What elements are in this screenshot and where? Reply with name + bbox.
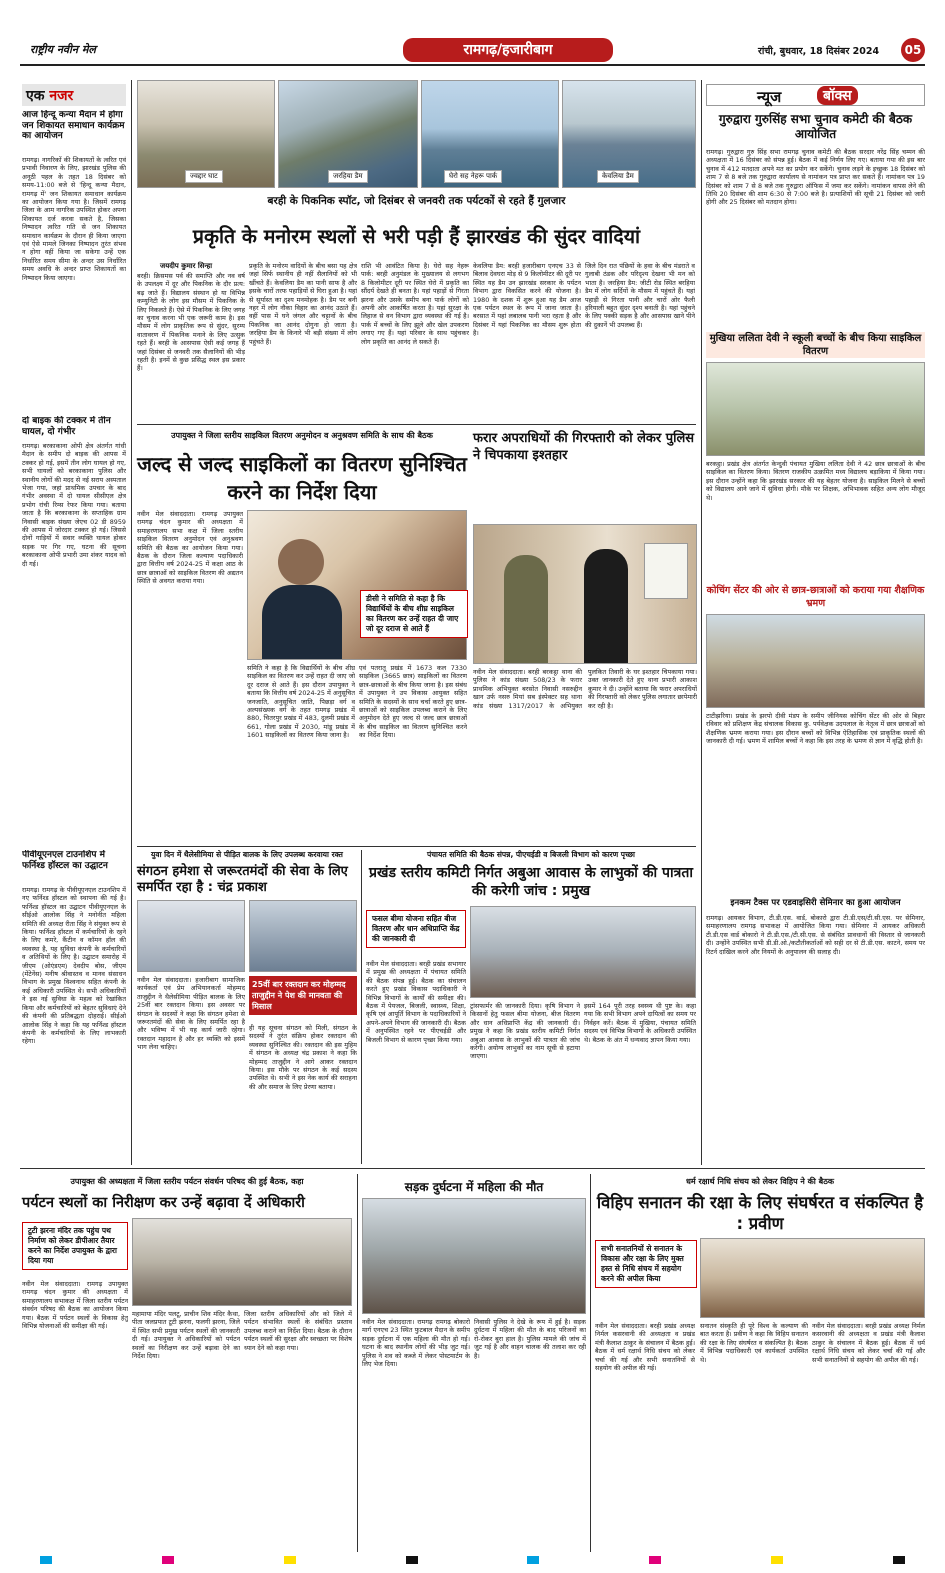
police-body: नवीन मेल संवाददाता। बरही बरकट्ठा थाना की पुलिस ने कांड संख्या 508/23 के फरार प्राथमिक अभियुक्त बरसोत निवासी नसरुद्दीन खान उर्फ नसरु मियां सब इंस्पेक्टर सह थाना कांड संख्या 1317/2017 के अभियुक्त पुलकित तिवारी के घर इश्तहार चिपकाया गया। उक्त जानकारी देते हुए थाना प्रभारी आकाश कुमार ने दी। उन्होंने बताया कि फरार अपराधियों की गिरफ्तारी को लेकर पुलिस लगातार छापेमारी कर रही है। [473,668,697,710]
cycle-headline: जल्द से जल्द साइकिलों का वितरण सुनिश्चित करने का निर्देश दिया [137,452,467,504]
vhp-kicker: धर्म रक्षार्थ निधि संचय को लेकर विहिप ने की बैठक [685,1177,835,1186]
photo-blood-donor [249,900,357,972]
cycle-kicker: उपायुक्त ने जिला स्तरीय साइकिल वितरण अनुमोदन व अनुश्रवण समिति के साथ की बैठक [171,431,433,440]
column-rule [361,850,362,1164]
blood-col-2: ही यह सूचना संगठन को मिली, संगठन के सदस्यों ने तुरंत संक्रिय होकर रक्तदान की व्यवस्था सुनिश्चित की। रक्तदान की इस मुहिम में संगठन के अध्यक्ष चंद्र प्रकाश ने कहा कि मोहम्मद ताजुद्दीन ने आगे आकर रक्तदान किया। इस मौके पर संगठन के कई सदस्य उपस्थित थे। सभी ने इस नेक कार्य की सराहना की और समाज के लिए प्रेरणा बताया। [249,1024,357,1091]
story-headline: पीवीयूएनएल टाउनशिप में फर्निश्ड हॉस्टल का उद्घाटन [22,850,108,871]
panchayat-kicker: पंचायत समिति की बैठक संपन्न, पीएचईडी व बिजली विभाग को कारण पृच्छा [427,850,635,859]
feature-col-5: जिले दिन रात पंछियों के हवा के बीच मंडराते व गुलाबी ठंडक और परिदृश्य देखना भी मन को भाता है। जरहिया डैम: जीटी रोड स्थित बरहिया डैम में लोग सर्दियों के मौसम में पहुंचते हैं। यहां पहाड़ी से गिरता पानी और चारों ओर फैली हरियाली बहुत सुंदर दृश्य बनाती है। यहां पहुंचने के लिए पक्की सड़क है और आसपास खाने पीने की दुकानें भी उपलब्ध हैं। [585,262,695,329]
section-banner [403,38,613,62]
vhp-col-1: नवीन मेल संवाददाता। बरही प्रखंड अध्यक्ष निर्मल कसरवानी की अध्यक्षता व प्रखंड मंत्री कैलाश ठाकुर के संचालन में बैठक हुई। बैठक में धर्म रक्षार्थ निधि संचय को लेकर चर्चा की गई और सभी सनातनियों से सहयोग की अपील की गई। [595,1322,695,1373]
cycle-col-2: समिति ने कहा है कि विद्यार्थियों के बीच शीघ्र साइकिल का वितरण कर उन्हें राहत दी जाए जो दूर दराज से आते हैं। इस दौरान उपायुक्त ने बताया कि वित्तीय वर्ष 2024-25 में अनुसूचित जनजाति, अनुसूचित जाति, पिछड़ा वर्ग व अल्पसंख्यक वर्ग के तहत रामगढ़ प्रखंड में 880, चितरपुर प्रखंड में 483, दुलमी प्रखंड में 661, गोला प्रखंड में 2030, मांडू प्रखंड में 1601 साइकिलों का वितरण किया जाना है। [247,664,355,740]
cycle-col-1: नवीन मेल संवाददाता। रामगढ़ उपायुक्त रामगढ़ चंदन कुमार की अध्यक्षता में समाहरणालय सभा कक्ष में जिला स्तरीय साइकिल वितरण अनुमोदन एवं अनुश्रवण समिति की बैठक का आयोजन किया गया। बैठक के दौरान जिला कल्याण पदाधिकारी द्वारा वित्तीय वर्ष 2024-25 में कक्षा आठ के छात्र छात्राओं को साइकिल वितरण की अद्यतन स्थिति से अवगत कराया गया। [137,510,243,586]
feature-col-2: प्रकृति के मनोरम वादियों के बीच बसा यह क्षेत्र जहां सिर्फ स्थानीय ही नहीं सैलानियों को भी खींचते हैं। केवलिया डैम का पानी साफ है और इसके चारों तरफ पहाड़ियों से घिरा हुआ है। यहां से सूर्यास्त का दृश्य मनमोहक है। डैम पर बनी नहर में लोग नौका विहार का आनंद उठाते हैं। वहीं पास में घने जंगल और चट्टानों के बीच पिकनिक का आनंद दोगुना हो जाता है। जरहिया डैम के किनारे भी बड़ी संख्या में लोग पहुंचते हैं। [249,262,357,346]
photo-vhp-meeting [700,1238,925,1318]
feature-headline: प्रकृति के मनोरम स्थलों से भरी पड़ी हैं झारखंड की सुंदर वादियां [192,225,641,248]
blood-col-1: नवीन मेल संवाददाता। हजारीबाग सामाजिक कार्यकर्ता एवं प्रेम अभियानकर्ता मोहम्मद ताजुद्दीन ने थैलेसीमिया पीड़ित बालक के लिए 25वीं बार रक्तदान किया। इस अवसर पर संगठन के सदस्यों ने कहा कि संगठन हमेशा से जरूरतमंदों की सेवा के लिए समर्पित रहा है और भविष्य में भी यह कार्य जारी रहेगा। रक्तदान महादान है और हर व्यक्ति को इसमें भाग लेना चाहिए। [137,976,245,1052]
color-swatch [40,1556,52,1564]
story-headline: दो बाइक की टक्कर में तीन घायल, दो गंभीर [22,416,111,437]
photo-cycle-distribution [706,362,925,456]
color-swatch [527,1556,539,1564]
photo-caption: घेरो सह नेहरू पार्क [444,170,502,183]
accident-col-2: निवासी पुलिस ने देखे के रूप में हुई है। सड़क दुर्घटना में महिला की मौत के बाद परिजनों का रो-रोकर बुरा हाल है। पुलिस मामले की जांच में जुट गई है और वाहन चालक की तलाश कर रही है। [474,1318,586,1360]
vhp-col-2: सनातन संस्कृति ही पूरे विश्व के कल्याण की बात करता है। प्रवीण ने कहा कि विहिप सनातन की रक्षा के लिए संघर्षरत व संकल्पित है। बैठक में विभिन्न पदाधिकारी एवं कार्यकर्ता उपस्थित थे। [700,1322,808,1364]
ek-label: एक [26,88,50,104]
color-swatch [162,1556,174,1564]
feature-kicker: बरही के पिकनिक स्पॉट, जो दिसंबर से जनवरी तक पर्यटकों से रहते हैं गुलजार [267,195,566,207]
page-number: 05 [901,38,925,62]
panchayat-col-3: इसमें 164 पूरी तरह स्वस्थ्य थी पुष्ट के। कहा गया कि सभी विभाग अपने दायित्वों का समय पर निर्वहन करें। बैठक में मुखिया, पंचायत समिति सदस्य एवं विभिन्न विभागों के अधिकारी उपस्थित थे। बैठक के अंत में धन्यवाद ज्ञापन किया गया। [584,1002,696,1044]
left-column [22,84,126,1164]
accident-col-1: नवीन मेल संवाददाता। रामगढ़ रामगढ़ बोकारो मार्ग एनएच 23 स्थित फुटबाल मैदान के समीप सड़क दुर्घटना में एक महिला की मौत हो गई। घटना के बाद स्थानीय लोगों की भीड़ जुट गई। पुलिस ने शव को कब्जे में लेकर पोस्टमार्टम के लिए भेज दिया। [362,1318,470,1369]
nazar-label: नजर [49,88,74,104]
person-figure [278,539,324,585]
cycle-mukhiya-headline: मुखिया ललिता देवी ने स्कूली बच्चों के बीच किया साइकिल वितरण [706,332,925,358]
photo-blood-group [137,900,245,972]
column-rule [590,1174,591,1552]
photo-panchayat-meeting [470,906,696,998]
coaching-headline: कोचिंग सेंटर की ओर से छात्र-छात्राओं को कराया गया शैक्षणिक भ्रमण [706,585,925,609]
vhp-headline: विहिप सनातन की रक्षा के लिए संघर्षरत व संकल्पित है : प्रवीण [596,1193,924,1233]
panchayat-col-1: नवीन मेल संवाददाता। बरही प्रखंड सभागार में प्रमुख की अध्यक्षता में पंचायत समिति की बैठक संपन्न हुई। बैठक का संचालन करते हुए प्रखंड विकास पदाधिकारी ने विभिन्न विभागों के कार्यों की समीक्षा की। बैठक में पेयजल, बिजली, स्वास्थ्य, शिक्षा, कृषि एवं आपूर्ति विभाग के पदाधिकारियों ने अपने-अपने विभाग की जानकारी दी। बैठक में अनुपस्थित रहने पर पीएचईडी और बिजली विभाग से कारण पृच्छा किया गया। [366,960,466,1044]
tourism-col-2: महामाया मंदिर पलटू, प्राचीन शिव मंदिर कैथा, पीता जलप्रपात टूटी झरना, फलगी झरना, जिले में स्थित सभी प्रमुख पर्यटन स्थलों की जानकारी दी गई। उपायुक्त ने अधिकारियों को पर्यटन स्थलों का निरीक्षण कर उन्हें बढ़ावा देने का निर्देश दिया। [132,1310,240,1361]
photo-coaching-trip [706,614,925,708]
income-tax-headline: इनकम टैक्स पर एडवाइसिरी सेमिनार का हुआ आयोजन [730,898,901,908]
person-figure [262,585,342,660]
blood-badge: 25वीं बार रक्तदान कर मोहम्मद ताजुद्दीन ने पेश की मानवता की मिसाल [249,976,357,1015]
color-swatch [771,1556,783,1564]
blood-headline: संगठन हमेशा से जरूरतमंदों की सेवा के लिए समर्पित रहा है : चंद्र प्रकाश [137,864,348,895]
color-swatch [284,1556,296,1564]
row-rule [137,846,696,847]
column-rule [701,80,702,1165]
gurudwara-headline: गुरुद्वारा गुरुसिंह सभा चुनाव कमेटी की बैठक आयोजित [718,112,913,141]
row-rule [20,1168,925,1169]
paper-name: राष्ट्रीय नवीन मेल [30,43,96,56]
masthead [20,36,925,66]
police-figure [584,549,628,664]
police-figure [504,555,548,664]
feature-col-3: राशि भी आवंटित किया है। घेरो सह नेहरू पार्क: बरही अनुमंडल के मुख्यालय से लगभग 8 किलोमीटर दूरी पर स्थित घेरो में प्रकृति का सौंदर्य देखते ही बनता है। यहां पहाड़ों से गिरता झरना और उसके समीप बना पार्क लोगों को अपनी ओर आकर्षित करता है। यहां सुरक्षा के लिहाज से वन विभाग द्वारा व्यवस्था की गई है। पार्क में बच्चों के लिए झूले और खेल उपकरण लगाए गए हैं। यहां परिवार के साथ पहुंचकर लोग प्रकृति का आनंद ले सकते हैं। [361,262,469,346]
accident-headline: सड़क दुर्घटना में महिला की मौत [404,1180,544,1194]
gurudwara-body: रामगढ़। गुरुद्वारा गुरु सिंह सभा रामगढ़ चुनाव कमेटी की बैठक सरदार नरेंद्र सिंह चम्मन की अध्यक्षता में 16 दिसंबर को संपन्न हुई। बैठक में कई निर्णय लिए गए। बताया गया की इस बार चुनाव में 412 मतदाता अपने मत का प्रयोग कर सकेंगे। चुनाव लड़ने के इच्छुक 18 दिसंबर को शाम 7 से 8 बजे तक गुरुद्वारा कार्यालय से नामांकन पत्र प्राप्त कर सकते हैं। नामांकन पत्र 19 दिसंबर को शाम 7 से 8 बजे तक गुरुद्वारा ऑफिस में जमा कर सकेंगे। नामांकन वापस लेने की तिथि 20 दिसंबर की शाम 6:30 से 7:00 बजे है। प्रत्याशियों की सूची 21 दिसंबर को जारी होगी और 25 दिसंबर को मतदान होगा। [706,148,925,207]
coaching-body: टाटीझरिया। प्रखंड के झरपो दीवी मंडप के समीप जीनियस कोचिंग सेंटर की ओर से बिहार रविवार को प्रशिक्षण केंद्र संचालक विकास कु. पर्यवेक्षक उदयलाल के नेतृत्व में छात्र छात्राओं को शैक्षणिक भ्रमण कराया गया। इस दौरान बच्चों को विभिन्न ऐतिहासिक एवं प्राकृतिक स्थलों की जानकारी दी गई। भ्रमण में शामिल बच्चों ने कहा कि इस तरह के भ्रमण से ज्ञान में वृद्धि होती है। [706,712,925,746]
column-rule [357,1174,358,1552]
color-swatch [406,1556,418,1564]
column-rule [131,80,132,1165]
registration-bar [40,1556,905,1564]
tourism-col-1: नवीन मेल संवाददाता। रामगढ़ उपायुक्त रामगढ़ चंदन कुमार की अध्यक्षता में समाहरणालय सभाकक्ष में जिला स्तरीय पर्यटन संवर्धन परिषद की बैठक का आयोजन किया गया। बैठक में पर्यटन स्थलों के विकास हेतु विभिन्न योजनाओं की समीक्षा की गई। [22,1280,128,1331]
section-title: रामगढ़/हजारीबाग [463,42,553,58]
tourism-headline: पर्यटन स्थलों का निरीक्षण कर उन्हें बढ़ावा दें अधिकारी [22,1195,305,1211]
story-body: रामगढ़। रामगढ़ के पीवीयूएनएल टाउनशिप में नए फर्निश्ड हॉस्टल को स्थापना की गई है। फर्निश्ड हॉस्टल का उद्घाटन पीवीयूएनएल के सीईओ आलोक सिंह ने मनोनीत महिला समिति की अध्यक्ष रीता सिंह ने संयुक्त रूप से किया। फर्निश्ड हॉस्टल में कर्मचारियों के रहने के लिए कमरे, कैंटीन व कॉमन हॉल की व्यवस्था है, यह सुविधा कंपनी के कर्मचारियों व अतिथियों के लिए है। उद्घाटन समारोह में जीएम (ओएंडएम) देवदीप बोस, जीएम (मेंटेनेंस) मनीष श्रीवास्तव व मानव संसाधन विभाग के प्रमुख विश्वनाथ सहित कंपनी के कई अधिकारी उपस्थित थे। सभी अधिकारियों ने इस नई सुविधा के महत्व को रेखांकित किया और कर्मचारियों को बेहतर सुविधाएं देने की कंपनी की प्रतिबद्धता दोहराई। सीईओ आलोक सिंह ने कहा कि यह फर्निश्ड हॉस्टल कंपनी के कर्मचारियों के लिए लाभकारी रहेगा। [22,886,126,1046]
story-body: रामगढ़। बरकाकाना ओपी क्षेत्र अंतर्गत गांधी मैदान के समीप दो बाइक की आपस में टक्कर हो गई, इसमें तीन लोग घायल हो गए, सभी घायलों को बरकाकाना पुलिस और स्थानीय लोगों की मदद से नई सराय अस्पताल भेजा गया, जहां प्राथमिक उपचार के बाद गंभीर अवस्था में दो घायल सीसीएल क्षेत्र प्रभोग रांची रिम्स रेफर किया गया। बताया जाता है कि बरकाकाना के सप्ताहिक ग्राम निवासी बाइक संख्या जेएच 02 डी 8959 की आपस में जोरदार टक्कर हो गई। जिससे दोनों गाड़ियों में सवार व्यक्ति घायल होकर सड़क पर गिर गए, घटना की सूचना बरकाकाना ओपी प्रभारी उमा शंकर यादव को दी गई। [22,442,126,568]
story-headline: आज हिन्दू कन्या मैदान में होगा जन शिकायत समाधान कार्यक्रम का आयोजन [22,110,125,141]
photo-caption: ज्वद्दार घाट [185,170,223,183]
poster-paper [644,543,688,599]
story-body: रामगढ़। नागरिकों की शिकायतों के त्वरित एवं प्रभावी निवारण के लिए, झारखंड पुलिस की अनूठी पहल के तहत 18 दिसंबर को समय-11:00 बजे से 'हिन्दू कन्या मैदान, रामगढ़ में' जन शिकायत समाधान कार्यक्रम का आयोजन किया गया है। जिसमें रामगढ़ जिला के आम नागरिक उपस्थित होकर अपना शिकायत दर्ज करवा सकते है, जिसका निष्पादन त्वरित गति से जन शिकायत समाधान कार्यक्रम के दौरान ही किया जाएगा एवं ऐसे मामले जिनका निष्पादन तुरंत संभव न होगा वहीं किया जा सकेगा उन्हें एक निर्धारित समय सीमा के अन्दर उस निर्धारित समय अवधि के अन्दर प्राप्त शिकायतों का निष्पादन किया जाएगा। [22,156,126,282]
photo-accident-crowd [362,1198,586,1314]
feature-col-4: केवलिया डैम: बरही हजारीबाग एनएच 33 से बिलाव देवघरा मोड़ से 9 किलोमीटर की दूरी पर स्थित यह डैम उन झारखंड सरकार के पर्यटन विभाग द्वारा विकसित करने की योजना है। 1980 के दशक में शुरू हुआ यह डैम आज एक पर्यटन स्थल के रूप में जाना जाता है। बरसात में यहां लबालब पानी भरा रहता है और दिसंबर में यहां पिकनिक का मौसम शुरू होता है। [473,262,581,338]
panchayat-col-2: ट्रांसफार्मर की जानकारी दिया। कृषि विभाग ने किसानों हेतु फसल बीमा योजना, बीज वितरण और धान अधिप्राप्ति केंद्र की जानकारी दी। प्रमुख ने कहा कि प्रखंड स्तरीय कमिटी निर्गत अबुआ आवास के लाभुकों की पात्रता की जांच करेगी। अयोग्य लाभुकों का नाम सूची से हटाया जाएगा। [470,1002,580,1061]
income-tax-body: रामगढ़। आयकर विभाग, टी.डी.एस. वार्ड, बोकारो द्वारा टी.डी.एस/टी.सी.एस. पर सेमिनार, समाहरणालय रामगढ़ सभाकक्ष में आयोजित किया गया। सेमिनार में आयकर अधिकारी टी.डी.एस वार्ड बोकारो ने टी.डी.एस./टी.सी.एस. से संबंधित प्रावधानों की विस्तार से जानकारी दी। उन्होंने उपस्थित सभी डी.डी.ओ./कटौतीकर्ताओं को सही दर से टी.डी.एस. काटने, समय पर रिटर्न दाखिल करने और नियमों के अनुपालन की सलाह दी। [706,914,925,956]
cycle-col-3: एवं पतरातू प्रखंड में 1673 कल 7330 साइकिल (3665 छात्र) साइकिलों का वितरण छात्र-छात्राओं के बीच किया जाना है। इस संबंध में उपायुक्त ने उप विकास आयुक्त सहित समिति के सदस्यों के साथ चर्चा करते हुए छात्र-छात्राओं को साइकिल उपलब्ध कराने के लिए अनुमोदन देते हुए जल्द से जल्द छात्र छात्राओं के बीच साइकिल का वितरण सुनिश्चित करने का निर्देश दिया। [359,664,467,740]
row-rule [137,424,696,425]
news-box-header [706,84,925,106]
panchayat-headline: प्रखंड स्तरीय कमिटी निर्गत अबुआ आवास के लाभुकों की पात्रता की करेगी जांच : प्रमुख [369,865,693,899]
color-swatch [893,1556,905,1564]
photo-caption: केवलिया डैम [597,170,639,183]
cycle-mukhiya-body: बरकट्ठा। प्रखंड क्षेत्र अंतर्गत केन्दुवी पंचायत मुखिया ललिता देवी ने 42 छात्र छात्राओं के बीच साइकिल का वितरण किया। वितरण राजकीय उत्क्रमित मध्य विद्यालय बड़ाकिया में किया गया। इस दौरान उन्होंने कहा कि झारखंड सरकार की यह बेहतर योजना है। साइकिल मिलने से बच्चों को विद्यालय आने जाने में सुविधा होगी। मौके पर शिक्षक, अभिभावक सहित अन्य लोग मौजूद थे। [706,460,925,502]
tourism-col-3: जिला स्तरीय अधिकारियों और को जिले में पर्यटन संभावित स्थलों के संबंधित प्रस्ताव उपलब्ध कराने का निर्देश दिया। बैठक के दौरान पर्यटन स्थलों की सुरक्षा और स्वच्छता पर विशेष ध्यान देने को कहा गया। [244,1310,352,1352]
color-swatch [649,1556,661,1564]
photo-tourism-meeting [132,1218,352,1306]
panchayat-note: फसल बीमा योजना सहित बीज वितरण और धान अधिप्राप्ति केंद्र की जानकारी दी [366,910,466,948]
tourism-note: टुटी झरना मंदिर तक पहुंच पथ निर्माण को लेकर डीपीआर तैयार करने का निर्देश उपायुक्त के द्वारा दिया गया [22,1222,128,1270]
news-label: न्यूज [757,88,782,106]
feature-byline: जयदीप कुमार सिन्हा [160,262,213,270]
vhp-note: सभी सनातनियों से सनातन के विकास और रक्षा के लिए मुक्त हस्त से निधि संचय में सहयोग करने की अपील किया [595,1240,697,1288]
tourism-kicker: उपायुक्त की अध्यक्षता में जिला स्तरीय पर्यटन संवर्धन परिषद की हुई बैठक, कहा [70,1177,304,1186]
box-label: बॉक्स [817,86,858,105]
police-headline: फरार अपराधियों की गिरफ्तारी को लेकर पुलिस ने चिपकाया इश्तहार [473,431,695,463]
ek-nazar-header [22,84,126,106]
feature-col-1: बरही। क्रिसमस पर्व की समाप्ति और नव वर्ष के उपलक्ष्य में दूर और पिकनिक के दौर प्रत्य: बढ़ जाते हैं। विद्यालय संस्थान हो या विभिन्न कम्युनिटी के लोग इस मौसम में पिकनिक के लिए निकलते हैं। ऐसे में पिकनिक के लिए जगह का चुनाव करना भी एक जरूरी काम है। इस मौसम में लोग प्राकृतिक रूप से सुंदर, सुरम्य वातावरण में पिकनिक मनाने के लिए उत्सुक रहते हैं। बरही के आसपास ऐसी कई जगह हैं जहां दिसंबर से जनवरी तक सैलानियों की भीड़ रहती है। इनमें से कुछ प्रसिद्ध स्थल इस प्रकार हैं। [137,272,245,373]
blood-kicker: युवा दिन में थैलेसीमिया से पीड़ित बालक के लिए उपलब्ध करवाया रक्त [151,850,343,859]
cycle-quote: डीसी ने समिति से कहा है कि विद्यार्थियों के बीच शीघ्र साइकिल का वितरण कर उन्हें राहत दी जाए जो दूर दराज से आते हैं [360,590,468,638]
photo-police-poster [473,524,697,664]
issue-date: रांची, बुधवार, 18 दिसंबर 2024 [758,46,880,57]
vhp-col-3: नवीन मेल संवाददाता। बरही प्रखंड अध्यक्ष निर्मल कसरवानी की अध्यक्षता व प्रखंड मंत्री कैलाश ठाकुर के संचालन में बैठक हुई। बैठक में धर्म रक्षार्थ निधि संचय को लेकर चर्चा की गई और सभी सनातनियों से सहयोग की अपील की गई। [812,1322,925,1364]
photo-caption: जरहिया डैम [328,170,368,183]
